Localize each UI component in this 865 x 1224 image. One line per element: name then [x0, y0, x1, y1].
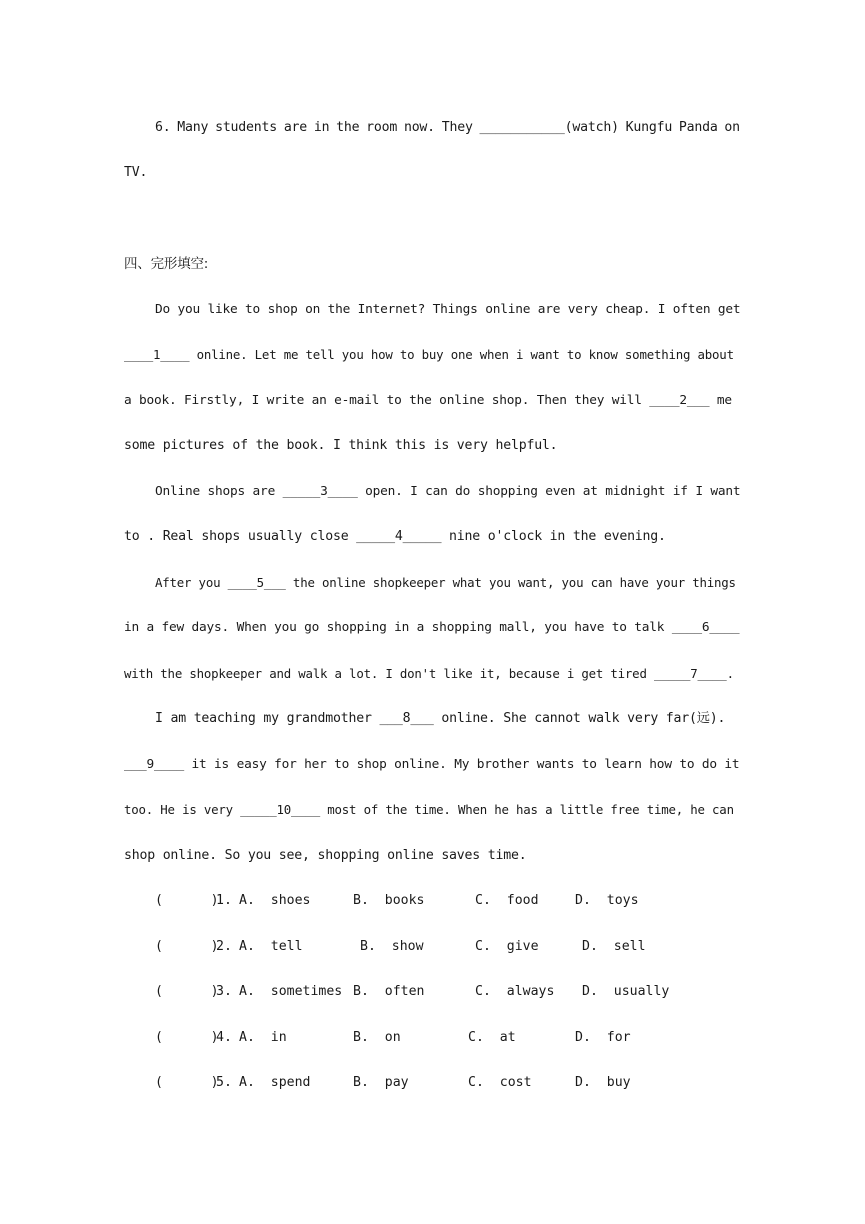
question-row-5 [155, 1074, 740, 1092]
option-a: A. sometimes [239, 984, 343, 999]
passage-p2-line-2: to . Real shops usually close _____4_____ nine o'clock in the evening. [124, 529, 666, 544]
question-number: 3. [216, 984, 232, 999]
section-title: 四、完形填空: [124, 256, 209, 272]
passage-p1-line-3: a book. Firstly, I write an e-mail to the online shop. Then they will ____2___ me [124, 393, 732, 408]
question-number: 4. [216, 1030, 232, 1045]
word: students [215, 120, 277, 135]
word: Panda [678, 120, 718, 135]
option-a: A. tell [239, 939, 303, 954]
question-number: 1. [216, 893, 232, 908]
word: ___________(watch) [479, 120, 619, 135]
passage-p1-line-1: Do you like to shop on the Internet? Things online are very cheap. I often get [155, 302, 741, 317]
option-c: C. give [475, 939, 539, 954]
option-a: A. spend [239, 1075, 311, 1090]
option-d: D. buy [575, 1075, 631, 1090]
passage-p2-line-1: Online shops are _____3____ open. I can do shopping even at midnight if I want [155, 484, 741, 499]
option-c: C. food [475, 893, 539, 908]
word: Many [177, 120, 209, 135]
option-b: B. show [360, 939, 424, 954]
option-d: D. sell [582, 939, 646, 954]
question-row-2 [155, 938, 740, 956]
word: Kungfu [625, 120, 673, 135]
option-c: C. always [475, 984, 555, 999]
passage-p4-line-2: ___9____ it is easy for her to shop online. My brother wants to learn how to do it [124, 757, 740, 772]
question-row-3 [155, 983, 740, 1001]
option-c: C. at [468, 1030, 516, 1045]
passage-p4-line-3: too. He is very _____10____ most of the time. When he has a little free time, he can [124, 802, 734, 817]
answer-blank[interactable]: ( ) [155, 893, 219, 908]
passage-p3-line-2: in a few days. When you go shopping in a shopping mall, you have to talk ____6____ [124, 620, 740, 635]
option-a: A. in [239, 1030, 287, 1045]
option-a: A. shoes [239, 893, 311, 908]
question-number: 5. [216, 1075, 232, 1090]
question-number: 2. [216, 939, 232, 954]
answer-blank[interactable]: ( ) [155, 984, 219, 999]
option-d: D. usually [582, 984, 670, 999]
option-b: B. often [353, 984, 425, 999]
word: room [366, 120, 398, 135]
passage-p3-line-3: with the shopkeeper and walk a lot. I don't like it, because i get tired _____7____. [124, 666, 734, 681]
option-b: B. pay [353, 1075, 409, 1090]
answer-blank[interactable]: ( ) [155, 1075, 219, 1090]
word: now. [403, 120, 435, 135]
passage-p4-line-4: shop online. So you see, shopping online saves time. [124, 848, 527, 863]
word: 6. [155, 120, 171, 135]
word: on [724, 120, 740, 135]
option-d: D. for [575, 1030, 631, 1045]
passage-p1-line-4: some pictures of the book. I think this is very helpful. [124, 438, 558, 453]
passage-p1-line-2: ____1____ online. Let me tell you how to buy one when i want to know something about [124, 347, 734, 362]
option-b: B. on [353, 1030, 401, 1045]
passage-p4-line-1: I am teaching my grandmother ___8___ online. She cannot walk very far(远). [155, 711, 726, 726]
word: the [336, 120, 360, 135]
word: in [313, 120, 330, 135]
passage-p3-line-1: After you ____5___ the online shopkeeper what you want, you can have your things [155, 575, 736, 590]
question-row-4 [155, 1029, 740, 1047]
word: They [441, 120, 473, 135]
option-d: D. toys [575, 893, 639, 908]
question-6-line-1 [155, 119, 740, 137]
word: are [283, 120, 308, 135]
option-c: C. cost [468, 1075, 532, 1090]
option-b: B. books [353, 893, 425, 908]
answer-blank[interactable]: ( ) [155, 1030, 219, 1045]
question-6-line-2: TV. [124, 165, 148, 180]
question-row-1 [155, 892, 740, 910]
answer-blank[interactable]: ( ) [155, 939, 219, 954]
